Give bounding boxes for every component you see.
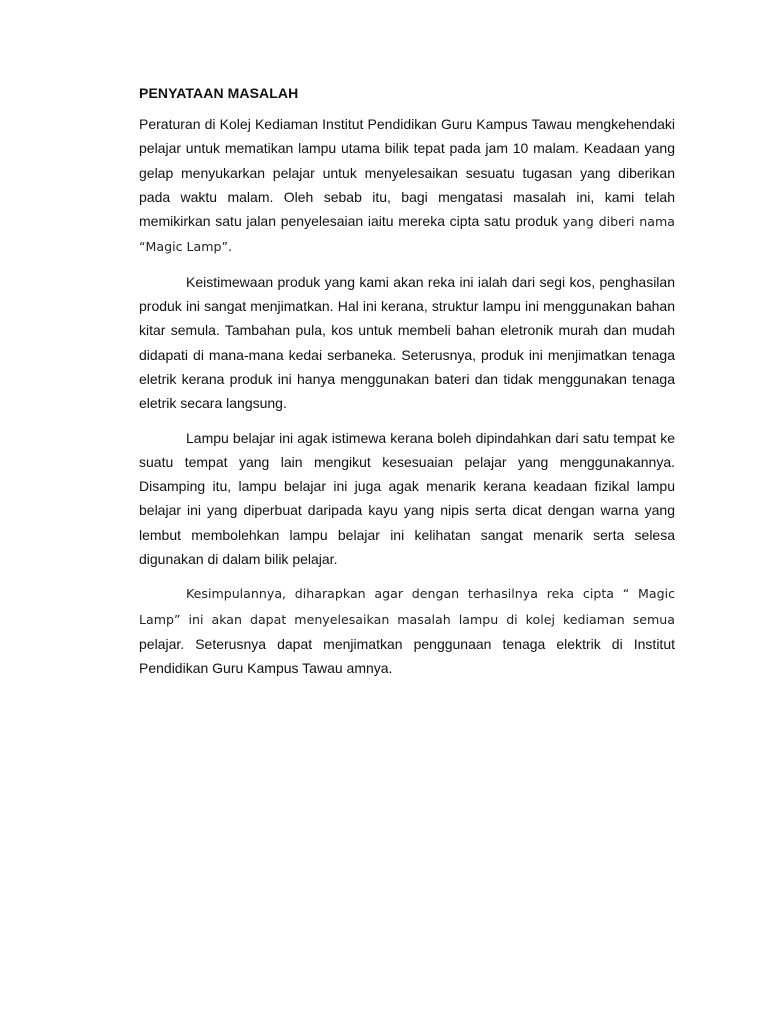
paragraph-3: Lampu belajar ini agak istimewa kerana boleh dipindahkan dari satu tempat ke suatu tempat yang lain mengikut kesesuaian pelajar yang menggunakannya. Disamping itu, lampu belajar ini juga agak menarik kerana keadaan fizikal lampu belajar ini yang diperbuat daripada kayu yang nipis serta dicat dengan warna yang lembut membolehkan lampu belajar ini kelihatan sangat menarik serta selesa digunakan di dalam bilik pelajar.: [139, 429, 675, 568]
paragraph-1: [139, 112, 675, 260]
paragraph-4-head: Kesimpulannya, diharapkan agar dengan terhasilnya reka cipta “ Magic Lamp” ini akan dapat menyelesaikan masalah lampu di kolej kediaman semua: [139, 586, 675, 627]
paragraph-1-tail: yang diberi nama “Magic Lamp”.: [139, 214, 675, 255]
document-title: PENYATAAN MASALAH: [139, 85, 299, 101]
paragraph-2: Keistimewaan produk yang kami akan reka ini ialah dari segi kos, penghasilan produk ini sangat menjimatkan. Hal ini kerana, struktur lampu ini menggunakan bahan kitar semula. Tambahan pula, kos untuk membeli bahan eletronik murah dan mudah didapati di mana-mana kedai serbaneka. Seterusnya, produk ini menjimatkan tenaga eletrik kerana produk ini hanya menggunakan bateri dan tidak menggunakan tenaga eletrik secara langsung.: [139, 273, 675, 412]
paragraph-1-text: Peraturan di Kolej Kediaman Institut Pendidikan Guru Kampus Tawau mengkehendaki pelajar untuk mematikan lampu utama bilik tepat pada jam 10 malam. Keadaan yang gelap menyukarkan pelajar untuk menyelesaikan sesuatu tugasan yang diberikan pada waktu malam. Oleh sebab itu, bagi mengatasi masalah ini, kami telah memikirkan satu jalan penyelesaian iaitu mereka cipta satu produk: [139, 116, 675, 230]
document-page: [139, 84, 675, 691]
paragraph-4-text: pelajar. Seterusnya dapat menjimatkan penggunaan tenaga elektrik di Institut Pendidikan Guru Kampus Tawau amnya.: [139, 635, 675, 677]
paragraph-4: [139, 581, 675, 680]
